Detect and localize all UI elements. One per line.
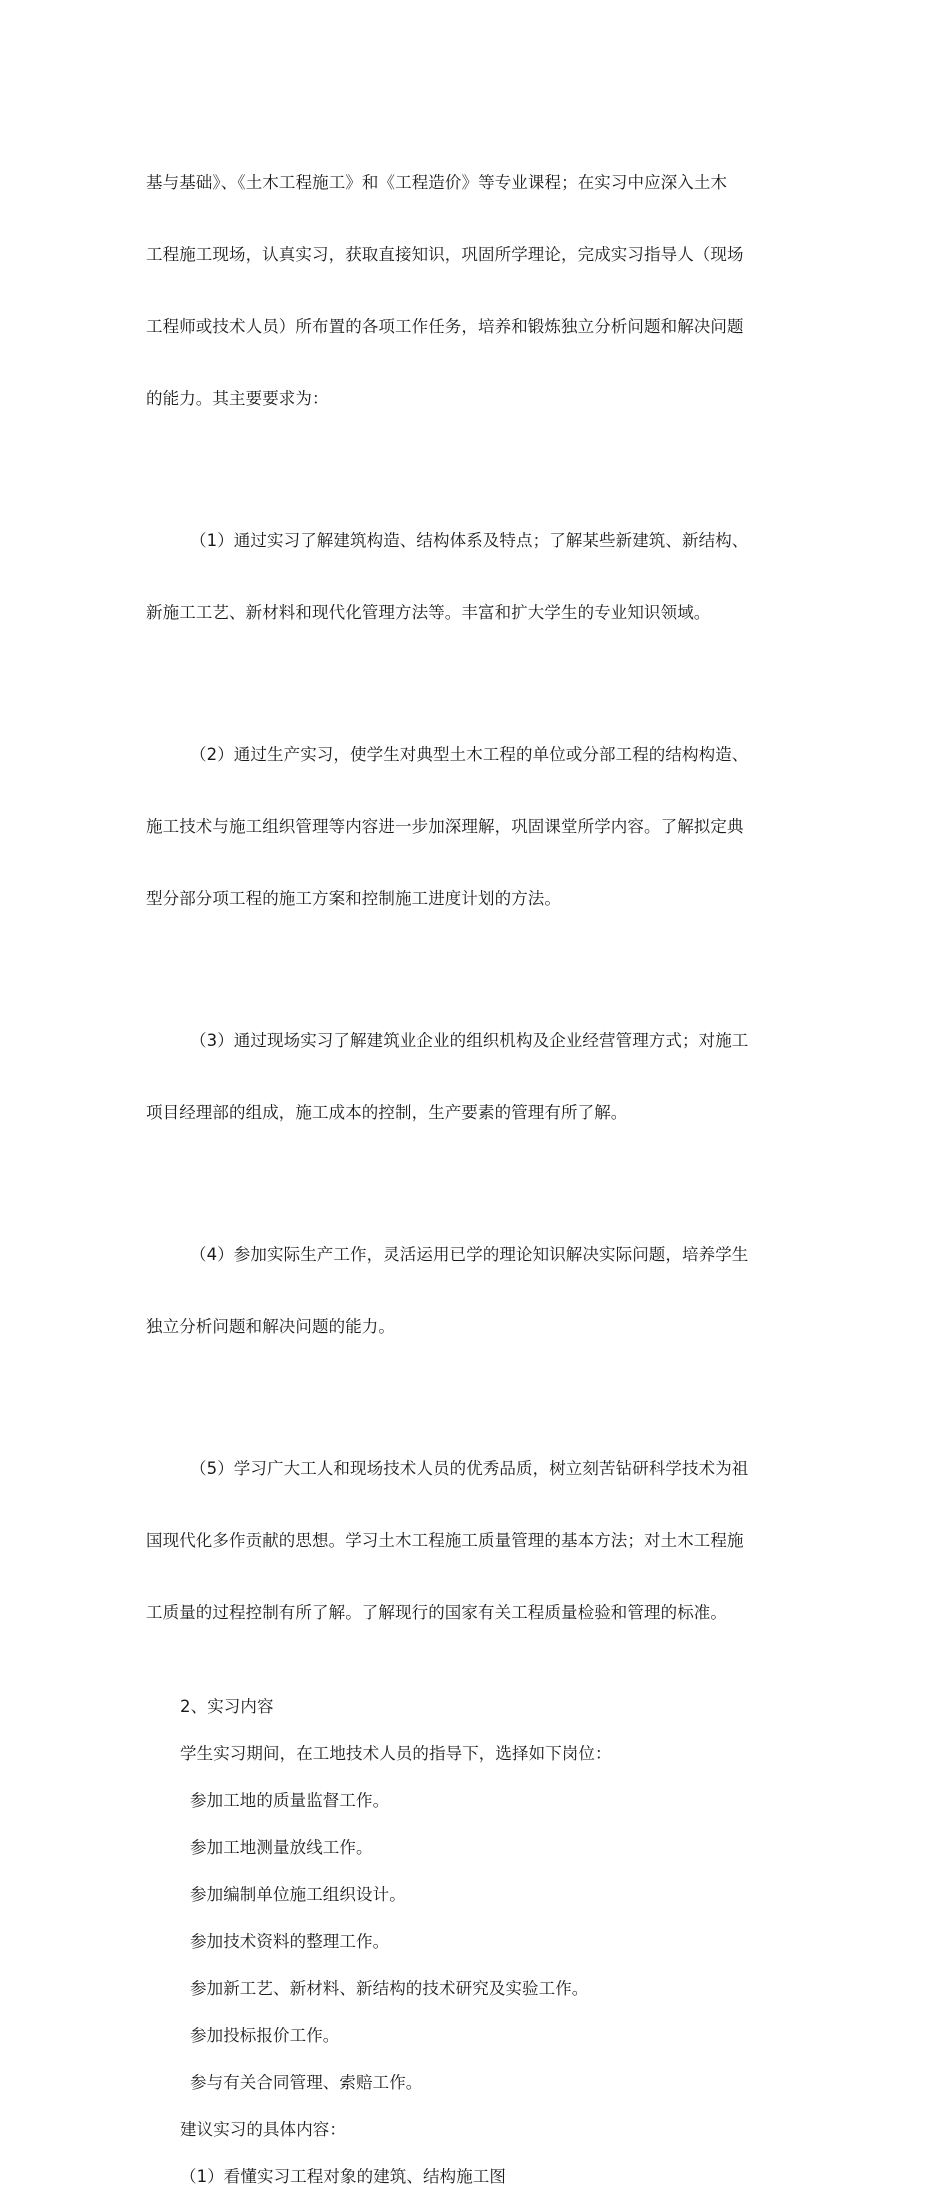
post-item: 参加工地测量放线工作。 [190,1838,373,1857]
requirement-line: 施工技术与施工组织管理等内容进一步加深理解，巩固课堂所学内容。了解拟定典 [146,817,744,836]
intro-line: 工程师或技术人员）所布置的各项工作任务，培养和锻炼独立分析问题和解决问题 [146,317,744,336]
post-item: 参加技术资料的整理工作。 [190,1932,390,1951]
requirement-line: （2）通过生产实习，使学生对典型土木工程的单位或分部工程的结构构造、 [190,745,749,764]
requirement-paragraph-5 [146,1409,808,1673]
post-item: 参加编制单位施工组织设计。 [190,1885,406,1904]
post-item: 参与有关合同管理、索赔工作。 [190,2073,423,2092]
requirement-line: 新施工工艺、新材料和现代化管理方法等。丰富和扩大学生的专业知识领域。 [146,603,711,622]
post-item: 参加工地的质量监督工作。 [190,1791,390,1810]
intro-line: 基与基础》、《土木工程施工》和《工程造价》等专业课程；在实习中应深入土木 [146,173,728,192]
suggest-item: （1）看懂实习工程对象的建筑、结构施工图 [180,2167,506,2186]
requirement-paragraph-3 [146,981,808,1173]
requirement-line: （5）学习广大工人和现场技术人员的优秀品质，树立刻苦钻研科学技术为祖 [190,1459,749,1478]
post-item: 参加新工艺、新材料、新结构的技术研究及实验工作。 [190,1979,589,1998]
intro-line: 的能力。其主要要求为： [146,389,329,408]
section-lead: 学生实习期间，在工地技术人员的指导下，选择如下岗位： [180,1744,612,1763]
post-item: 参加投标报价工作。 [190,2026,340,2045]
suggest-title: 建议实习的具体内容： [180,2120,346,2139]
document-body [146,123,808,2212]
requirement-paragraph-4 [146,1195,808,1387]
requirement-line: （3）通过现场实习了解建筑业企业的组织机构及企业经营管理方式；对施工 [190,1031,749,1050]
requirement-paragraph-2 [146,695,808,959]
requirement-line: 型分部分项工程的施工方案和控制施工进度计划的方法。 [146,889,561,908]
requirement-line: 工质量的过程控制有所了解。了解现行的国家有关工程质量检验和管理的标准。 [146,1603,727,1622]
requirement-line: （1）通过实习了解建筑构造、结构体系及特点；了解某些新建筑、新结构、 [190,531,749,550]
section-heading: 2、实习内容 [180,1697,274,1716]
requirement-line: 项目经理部的组成，施工成本的控制，生产要素的管理有所了解。 [146,1103,628,1122]
intro-paragraph [146,123,808,459]
requirement-line: 独立分析问题和解决问题的能力。 [146,1317,395,1336]
requirement-paragraph-1 [146,481,808,673]
requirement-line: 国现代化多作贡献的思想。学习土木工程施工质量管理的基本方法；对土木工程施 [146,1531,744,1550]
requirement-line: （4）参加实际生产工作，灵活运用已学的理论知识解决实际问题，培养学生 [190,1245,749,1264]
intro-line: 工程施工现场，认真实习，获取直接知识，巩固所学理论，完成实习指导人（现场 [146,245,744,264]
